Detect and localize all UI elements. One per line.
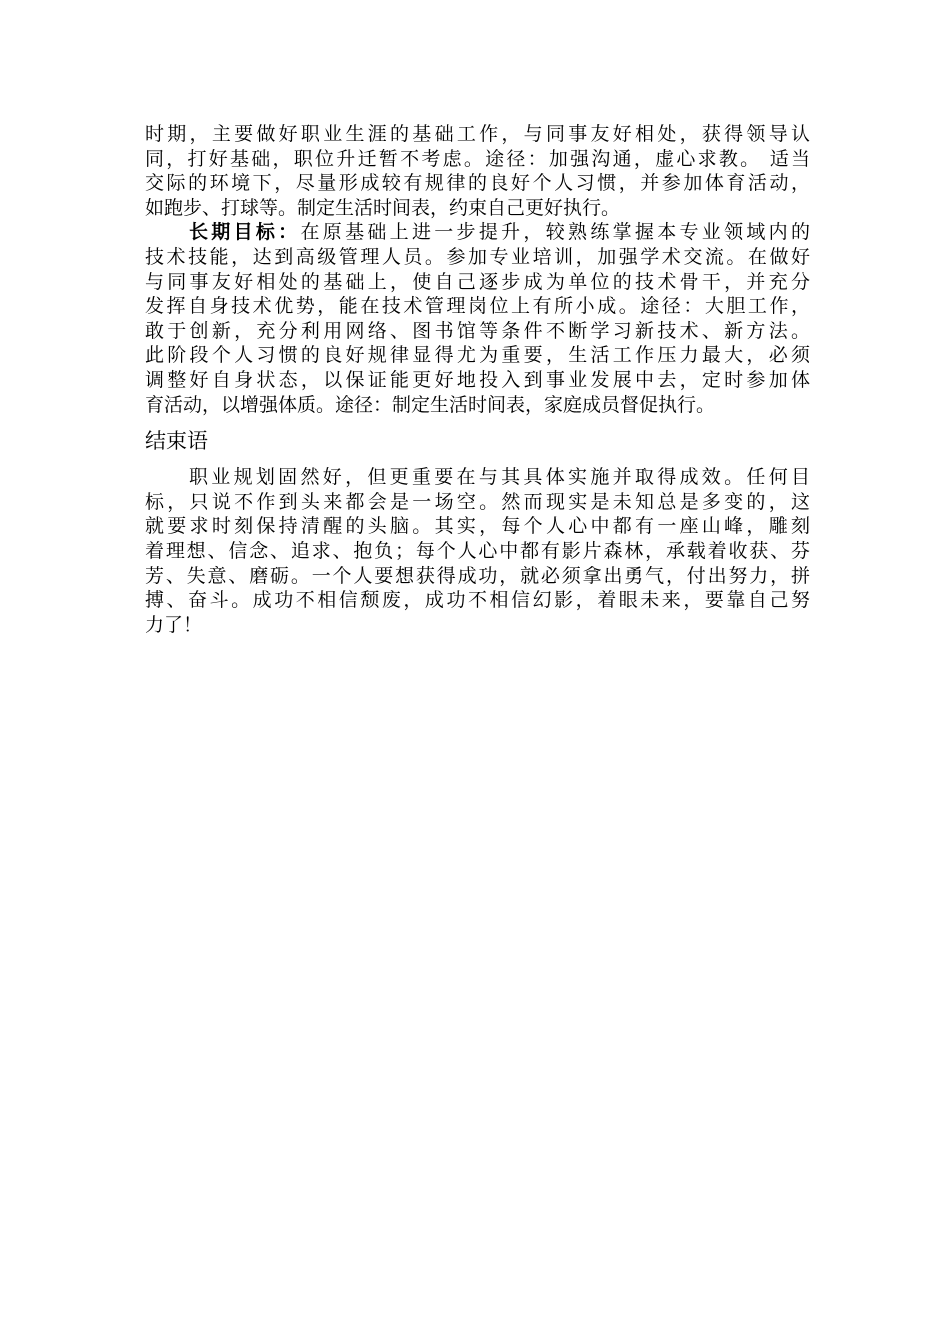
text-line: 敢于创新，充分利用网络、图书馆等条件不断学习新技术、新方法。 <box>145 319 810 342</box>
text-line: 时期，主要做好职业生涯的基础工作，与同事友好相处，获得领导认 <box>145 123 810 145</box>
text-line: 如跑步、打球等。制定生活时间表，约束自己更好执行。 <box>145 196 621 219</box>
text-line: 就要求时刻保持清醒的头脑。其实，每个人心中都有一座山峰，雕刻 <box>145 515 810 538</box>
text-line: 着理想、信念、追求、抱负；每个人心中都有影片森林，承载着收获、芬 <box>145 539 810 562</box>
text-line: 交际的环境下，尽量形成较有规律的良好个人习惯，并参加体育活动， <box>145 172 810 195</box>
text-line: 职业规划固然好，但更重要在与其具体实施并取得成效。任何目 <box>189 466 810 489</box>
text-line: 同，打好基础，职位升迁暂不考虑。途径：加强沟通，虚心求教。 适当 <box>145 147 810 170</box>
long-term-goal-label: 长期目标： <box>189 221 301 244</box>
conclusion-heading: 结束语 <box>145 429 208 454</box>
text-line: 此阶段个人习惯的良好规律显得尤为重要，生活工作压力最大，必须 <box>145 344 810 367</box>
text-line: 与同事友好相处的基础上，使自己逐步成为单位的技术骨干，并充分 <box>145 270 810 293</box>
text-line: 标，只说不作到头来都会是一场空。然而现实是未知总是多变的，这 <box>145 490 810 513</box>
long-term-first-line: 在原基础上进一步提升，较熟练掌握本专业领域内的 <box>300 221 810 244</box>
text-line: 搏、奋斗。成功不相信颓废，成功不相信幻影，着眼未来，要靠自己努 <box>145 589 810 612</box>
text-line: 发挥自身技术优势，能在技术管理岗位上有所小成。途径：大胆工作， <box>145 295 810 318</box>
short-term-paragraph <box>145 122 810 220</box>
conclusion-paragraph <box>145 465 810 637</box>
text-line: 技术技能，达到高级管理人员。参加专业培训，加强学术交流。在做好 <box>145 245 810 268</box>
document-body <box>145 122 810 637</box>
text-line: 芳、失意、磨砺。一个人要想获得成功，就必须拿出勇气，付出努力，拼 <box>145 564 810 587</box>
text-line: 调整好自身状态，以保证能更好地投入到事业发展中去，定时参加体 <box>145 368 810 391</box>
text-line <box>145 220 810 245</box>
text-line: 力了！ <box>145 613 203 636</box>
long-term-paragraph <box>145 220 810 417</box>
text-line: 育活动，以增强体质。途径：制定生活时间表，家庭成员督促执行。 <box>145 393 716 416</box>
